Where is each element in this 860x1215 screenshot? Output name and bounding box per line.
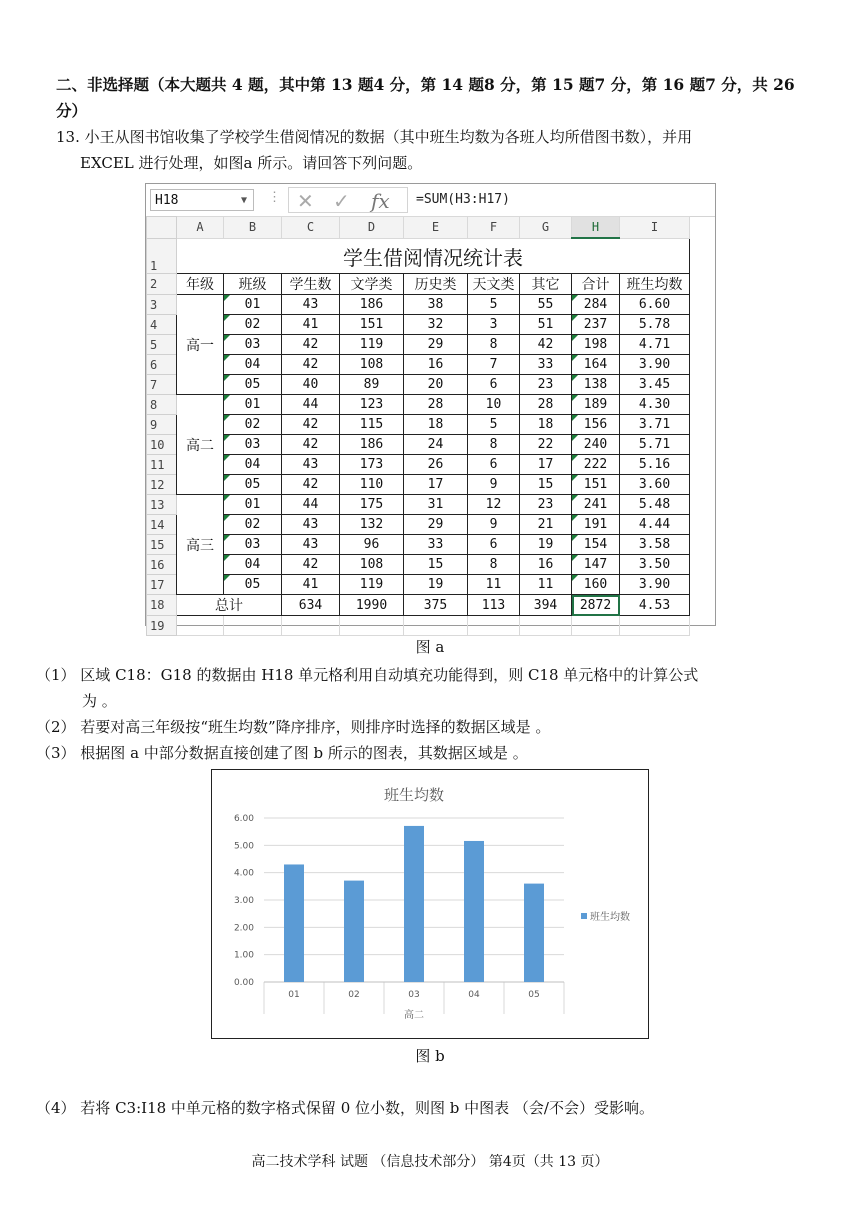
sheet-table	[146, 216, 690, 636]
data-cell[interactable]: 6.60	[620, 295, 690, 315]
data-cell[interactable]: 198	[572, 335, 620, 355]
column-header-e[interactable]: E	[404, 217, 468, 239]
data-cell[interactable]: 17	[520, 455, 572, 475]
row-header-11[interactable]: 11	[147, 455, 177, 475]
row-header-17[interactable]: 17	[147, 575, 177, 595]
data-cell[interactable]: 108	[340, 355, 404, 375]
sheet-title-cell[interactable]: 学生借阅情况统计表	[177, 238, 690, 274]
data-cell[interactable]: 26	[404, 455, 468, 475]
data-cell[interactable]: 3.58	[620, 535, 690, 555]
data-cell[interactable]: 189	[572, 395, 620, 415]
empty-cell[interactable]	[572, 616, 620, 636]
data-cell[interactable]: 05	[224, 475, 282, 495]
data-cell[interactable]: 154	[572, 535, 620, 555]
data-cell[interactable]: 22	[520, 435, 572, 455]
data-cell[interactable]: 156	[572, 415, 620, 435]
data-cell[interactable]: 119	[340, 335, 404, 355]
column-title-cell[interactable]: 班级	[224, 274, 282, 295]
data-cell[interactable]: 29	[404, 335, 468, 355]
table-row-total	[147, 595, 690, 616]
data-cell[interactable]: 18	[404, 415, 468, 435]
column-title-cell[interactable]: 历史类	[404, 274, 468, 295]
data-cell[interactable]: 31	[404, 495, 468, 515]
table-row	[147, 395, 690, 415]
data-cell[interactable]: 05	[224, 375, 282, 395]
data-cell[interactable]: 29	[404, 515, 468, 535]
row-header-4[interactable]: 4	[147, 315, 177, 335]
y-tick-label: 5.00	[233, 841, 254, 852]
data-cell[interactable]: 01	[224, 495, 282, 515]
figure-a-caption: 图 a	[415, 638, 445, 656]
data-cell[interactable]: 19	[404, 575, 468, 595]
data-cell[interactable]: 284	[572, 295, 620, 315]
data-cell[interactable]: 12	[468, 495, 520, 515]
data-cell[interactable]: 28	[404, 395, 468, 415]
column-header-row	[147, 217, 690, 239]
page-footer: 高二技术学科 试题 （信息技术部分） 第4页（共 13 页）	[251, 1154, 609, 1170]
data-cell[interactable]: 186	[340, 295, 404, 315]
table-row	[147, 475, 690, 495]
data-cell[interactable]: 89	[340, 375, 404, 395]
table-row	[147, 335, 690, 355]
data-cell[interactable]: 33	[404, 535, 468, 555]
column-header-f[interactable]: F	[468, 217, 520, 239]
data-cell[interactable]: 21	[520, 515, 572, 535]
data-cell[interactable]: 01	[224, 295, 282, 315]
data-cell[interactable]: 5.71	[620, 435, 690, 455]
row-header-7[interactable]: 7	[147, 375, 177, 395]
x-tick-label: 04	[468, 990, 480, 1000]
data-cell[interactable]: 175	[340, 495, 404, 515]
data-cell[interactable]: 9	[468, 515, 520, 535]
data-cell[interactable]: 3.50	[620, 555, 690, 575]
bar-04	[464, 841, 484, 982]
data-cell[interactable]: 28	[520, 395, 572, 415]
data-cell[interactable]: 241	[572, 495, 620, 515]
data-cell[interactable]: 151	[340, 315, 404, 335]
data-cell[interactable]: 5.78	[620, 315, 690, 335]
data-cell[interactable]: 6	[468, 455, 520, 475]
data-cell[interactable]: 147	[572, 555, 620, 575]
table-row	[147, 274, 690, 295]
data-cell[interactable]: 222	[572, 455, 620, 475]
data-cell[interactable]: 151	[572, 475, 620, 495]
total-cell[interactable]: 375	[404, 595, 468, 616]
data-cell[interactable]: 3.60	[620, 475, 690, 495]
y-tick-label: 0.00	[233, 978, 254, 988]
data-cell[interactable]: 04	[224, 555, 282, 575]
data-cell[interactable]: 03	[224, 535, 282, 555]
data-cell[interactable]: 17	[404, 475, 468, 495]
row-header-8[interactable]: 8	[147, 395, 177, 415]
column-title-cell[interactable]: 文学类	[340, 274, 404, 295]
data-cell[interactable]: 4.30	[620, 395, 690, 415]
total-cell[interactable]: 113	[468, 595, 520, 616]
table-row	[147, 375, 690, 395]
data-cell[interactable]: 32	[404, 315, 468, 335]
data-cell[interactable]: 5.48	[620, 495, 690, 515]
data-cell[interactable]: 44	[282, 495, 340, 515]
row-header-18[interactable]: 18	[147, 595, 177, 616]
data-cell[interactable]: 3.90	[620, 575, 690, 595]
data-cell[interactable]: 01	[224, 395, 282, 415]
column-header-g[interactable]: G	[520, 217, 572, 239]
data-cell[interactable]: 42	[282, 555, 340, 575]
data-cell[interactable]: 138	[572, 375, 620, 395]
row-header-3[interactable]: 3	[147, 295, 177, 315]
x-axis-label: 高二	[404, 1010, 424, 1021]
data-cell[interactable]: 191	[572, 515, 620, 535]
data-cell[interactable]: 42	[282, 475, 340, 495]
data-cell[interactable]: 6	[468, 535, 520, 555]
data-cell[interactable]: 02	[224, 415, 282, 435]
data-cell[interactable]: 110	[340, 475, 404, 495]
row-header-5[interactable]: 5	[147, 335, 177, 355]
data-cell[interactable]: 5.16	[620, 455, 690, 475]
empty-cell[interactable]	[340, 616, 404, 636]
data-cell[interactable]: 38	[404, 295, 468, 315]
table-row	[147, 495, 690, 515]
data-cell[interactable]: 02	[224, 315, 282, 335]
spreadsheet-figure-a	[145, 183, 716, 633]
data-cell[interactable]: 41	[282, 575, 340, 595]
data-cell[interactable]: 115	[340, 415, 404, 435]
table-row	[147, 555, 690, 575]
bar-05	[524, 884, 544, 982]
column-title-cell[interactable]: 其它	[520, 274, 572, 295]
data-cell[interactable]: 02	[224, 515, 282, 535]
data-cell[interactable]: 186	[340, 435, 404, 455]
column-title-cell[interactable]: 天文类	[468, 274, 520, 295]
empty-cell[interactable]	[620, 616, 690, 636]
column-header-i[interactable]: I	[620, 217, 690, 239]
table-row	[147, 575, 690, 595]
empty-cell[interactable]	[224, 616, 282, 636]
column-title-cell[interactable]: 学生数	[282, 274, 340, 295]
sub-question-1-line2: 为 。	[82, 692, 117, 710]
row-header-9[interactable]: 9	[147, 415, 177, 435]
legend-swatch	[581, 913, 587, 919]
row-header-2[interactable]: 2	[147, 274, 177, 295]
empty-cell[interactable]	[520, 616, 572, 636]
data-cell[interactable]: 44	[282, 395, 340, 415]
table-row	[147, 435, 690, 455]
y-tick-label: 1.00	[233, 950, 254, 961]
column-title-cell[interactable]: 年级	[177, 274, 224, 295]
total-cell[interactable]: 634	[282, 595, 340, 616]
data-cell[interactable]: 119	[340, 575, 404, 595]
data-cell[interactable]: 240	[572, 435, 620, 455]
data-cell[interactable]: 164	[572, 355, 620, 375]
data-cell[interactable]: 18	[520, 415, 572, 435]
data-cell[interactable]: 237	[572, 315, 620, 335]
data-cell[interactable]: 3.45	[620, 375, 690, 395]
sheet-grid	[146, 216, 690, 636]
more-dots-icon: ⋮	[268, 190, 281, 205]
data-cell[interactable]: 8	[468, 435, 520, 455]
chart-title: 班生均数	[383, 786, 445, 804]
data-cell[interactable]: 4.44	[620, 515, 690, 535]
data-cell[interactable]: 43	[282, 295, 340, 315]
grade-cell[interactable]: 高三	[177, 495, 224, 595]
total-cell[interactable]: 1990	[340, 595, 404, 616]
chevron-down-icon[interactable]: ▼	[240, 195, 247, 206]
y-tick-label: 3.00	[233, 896, 254, 906]
column-title-cell[interactable]: 班生均数	[620, 274, 690, 295]
bar-03	[404, 826, 424, 982]
data-cell[interactable]: 05	[224, 575, 282, 595]
sub-question-3: （3） 根据图 a 中部分数据直接创建了图 b 所示的图表，其数据区域是 。	[36, 744, 528, 762]
question-13-line2: EXCEL 进行处理，如图a 所示。请回答下列问题。	[80, 154, 423, 172]
data-cell[interactable]: 43	[282, 515, 340, 535]
data-cell[interactable]: 7	[468, 355, 520, 375]
data-cell[interactable]: 5	[468, 415, 520, 435]
column-header-c[interactable]: C	[282, 217, 340, 239]
row-header-6[interactable]: 6	[147, 355, 177, 375]
data-cell[interactable]: 43	[282, 455, 340, 475]
table-row	[147, 295, 690, 315]
formula-buttons	[288, 187, 408, 213]
x-tick-label: 05	[528, 990, 540, 1000]
row-header-12[interactable]: 12	[147, 475, 177, 495]
data-cell[interactable]: 15	[520, 475, 572, 495]
bar-01	[284, 864, 304, 982]
formula-text[interactable]: =SUM(H3:H17)	[416, 192, 510, 207]
data-cell[interactable]: 03	[224, 335, 282, 355]
table-row	[147, 455, 690, 475]
data-cell[interactable]: 04	[224, 455, 282, 475]
data-cell[interactable]: 04	[224, 355, 282, 375]
data-cell[interactable]: 108	[340, 555, 404, 575]
row-header-16[interactable]: 16	[147, 555, 177, 575]
row-header-14[interactable]: 14	[147, 515, 177, 535]
y-tick-label: 2.00	[233, 923, 254, 934]
row-header-10[interactable]: 10	[147, 435, 177, 455]
question-13-line1: 13. 小王从图书馆收集了学校学生借阅情况的数据（其中班生均数为各班人均所借图书数），并用	[56, 128, 693, 146]
row-header-13[interactable]: 13	[147, 495, 177, 515]
enter-check-icon[interactable]: ✓	[333, 189, 350, 213]
empty-cell[interactable]	[282, 616, 340, 636]
data-cell[interactable]: 3	[468, 315, 520, 335]
data-cell[interactable]: 5	[468, 295, 520, 315]
select-all-corner[interactable]	[147, 217, 177, 239]
x-tick-label: 02	[348, 990, 360, 1000]
sub-question-4: （4） 若将 C3:I18 中单元格的数字格式保留 0 位小数，则图 b 中图表 （会/不会）受影响。	[36, 1099, 654, 1117]
total-cell[interactable]: 394	[520, 595, 572, 616]
table-row	[147, 315, 690, 335]
data-cell[interactable]: 20	[404, 375, 468, 395]
data-cell[interactable]: 4.71	[620, 335, 690, 355]
data-cell[interactable]: 42	[282, 355, 340, 375]
data-cell[interactable]: 03	[224, 435, 282, 455]
row-header-15[interactable]: 15	[147, 535, 177, 555]
total-cell[interactable]: 4.53	[620, 595, 690, 616]
data-cell[interactable]: 160	[572, 575, 620, 595]
data-cell[interactable]: 96	[340, 535, 404, 555]
data-cell[interactable]: 51	[520, 315, 572, 335]
data-cell[interactable]: 42	[282, 335, 340, 355]
question-13-stem	[56, 124, 816, 176]
data-cell[interactable]: 43	[282, 535, 340, 555]
data-cell[interactable]: 15	[404, 555, 468, 575]
data-cell[interactable]: 24	[404, 435, 468, 455]
data-cell[interactable]: 16	[404, 355, 468, 375]
data-cell[interactable]: 10	[468, 395, 520, 415]
empty-cell[interactable]	[468, 616, 520, 636]
selected-cell-h18[interactable]: 2872	[572, 595, 620, 616]
data-cell[interactable]: 173	[340, 455, 404, 475]
data-cell[interactable]: 42	[282, 415, 340, 435]
bar-02	[344, 881, 364, 982]
table-row	[147, 238, 690, 274]
data-cell[interactable]: 11	[468, 575, 520, 595]
data-cell[interactable]: 9	[468, 475, 520, 495]
data-cell[interactable]: 8	[468, 335, 520, 355]
data-cell[interactable]: 8	[468, 555, 520, 575]
formula-bar	[146, 184, 715, 217]
table-row	[147, 515, 690, 535]
sub-question-1-line1: （1） 区域 C18：G18 的数据由 H18 单元格利用自动填充功能得到，则 C18 单元格中的计算公式	[36, 666, 699, 684]
data-cell[interactable]: 23	[520, 375, 572, 395]
bar-chart-figure-b	[211, 769, 649, 1039]
data-cell[interactable]: 6	[468, 375, 520, 395]
total-label-cell[interactable]: 总计	[177, 595, 282, 616]
data-cell[interactable]: 132	[340, 515, 404, 535]
data-cell[interactable]: 3.71	[620, 415, 690, 435]
empty-cell[interactable]	[404, 616, 468, 636]
data-cell[interactable]: 33	[520, 355, 572, 375]
x-tick-label: 03	[408, 990, 420, 1000]
sub-question-2: （2） 若要对高三年级按“班生均数”降序排序，则排序时选择的数据区域是 。	[36, 718, 551, 736]
grade-cell[interactable]: 高二	[177, 395, 224, 495]
insert-function-icon[interactable]: fx	[371, 189, 390, 213]
data-cell[interactable]: 40	[282, 375, 340, 395]
data-cell[interactable]: 42	[520, 335, 572, 355]
row-header-1[interactable]: 1	[147, 238, 177, 274]
column-header-h[interactable]: H	[572, 217, 620, 239]
column-header-a[interactable]: A	[177, 217, 224, 239]
chart-svg	[212, 770, 648, 1038]
row-header-19[interactable]: 19	[147, 616, 177, 636]
table-row	[147, 535, 690, 555]
data-cell[interactable]: 11	[520, 575, 572, 595]
x-tick-label: 01	[288, 990, 300, 1000]
legend-label: 班生均数	[590, 912, 630, 923]
table-row	[147, 415, 690, 435]
grade-cell[interactable]: 高一	[177, 295, 224, 395]
table-row	[147, 355, 690, 375]
data-cell[interactable]: 16	[520, 555, 572, 575]
column-header-b[interactable]: B	[224, 217, 282, 239]
data-cell[interactable]: 123	[340, 395, 404, 415]
column-header-d[interactable]: D	[340, 217, 404, 239]
data-cell[interactable]: 41	[282, 315, 340, 335]
section-heading: 二、非选择题（本大题共 4 题，其中第 13 题4 分，第 14 题8 分，第 15 题7 分，第 16 题7 分，共 26 分）	[56, 75, 795, 120]
data-cell[interactable]: 55	[520, 295, 572, 315]
data-cell[interactable]: 42	[282, 435, 340, 455]
data-cell[interactable]: 3.90	[620, 355, 690, 375]
data-cell[interactable]: 19	[520, 535, 572, 555]
data-cell[interactable]: 23	[520, 495, 572, 515]
sub-question-1	[36, 662, 826, 714]
column-title-cell[interactable]: 合计	[572, 274, 620, 295]
name-box[interactable]: H18 ▼	[150, 189, 254, 211]
empty-cell[interactable]	[177, 616, 224, 636]
figure-b-caption: 图 b	[415, 1047, 445, 1065]
cancel-icon[interactable]: ✕	[297, 189, 314, 213]
y-tick-label: 4.00	[233, 868, 254, 879]
y-tick-label: 6.00	[233, 814, 254, 824]
table-row	[147, 616, 690, 636]
